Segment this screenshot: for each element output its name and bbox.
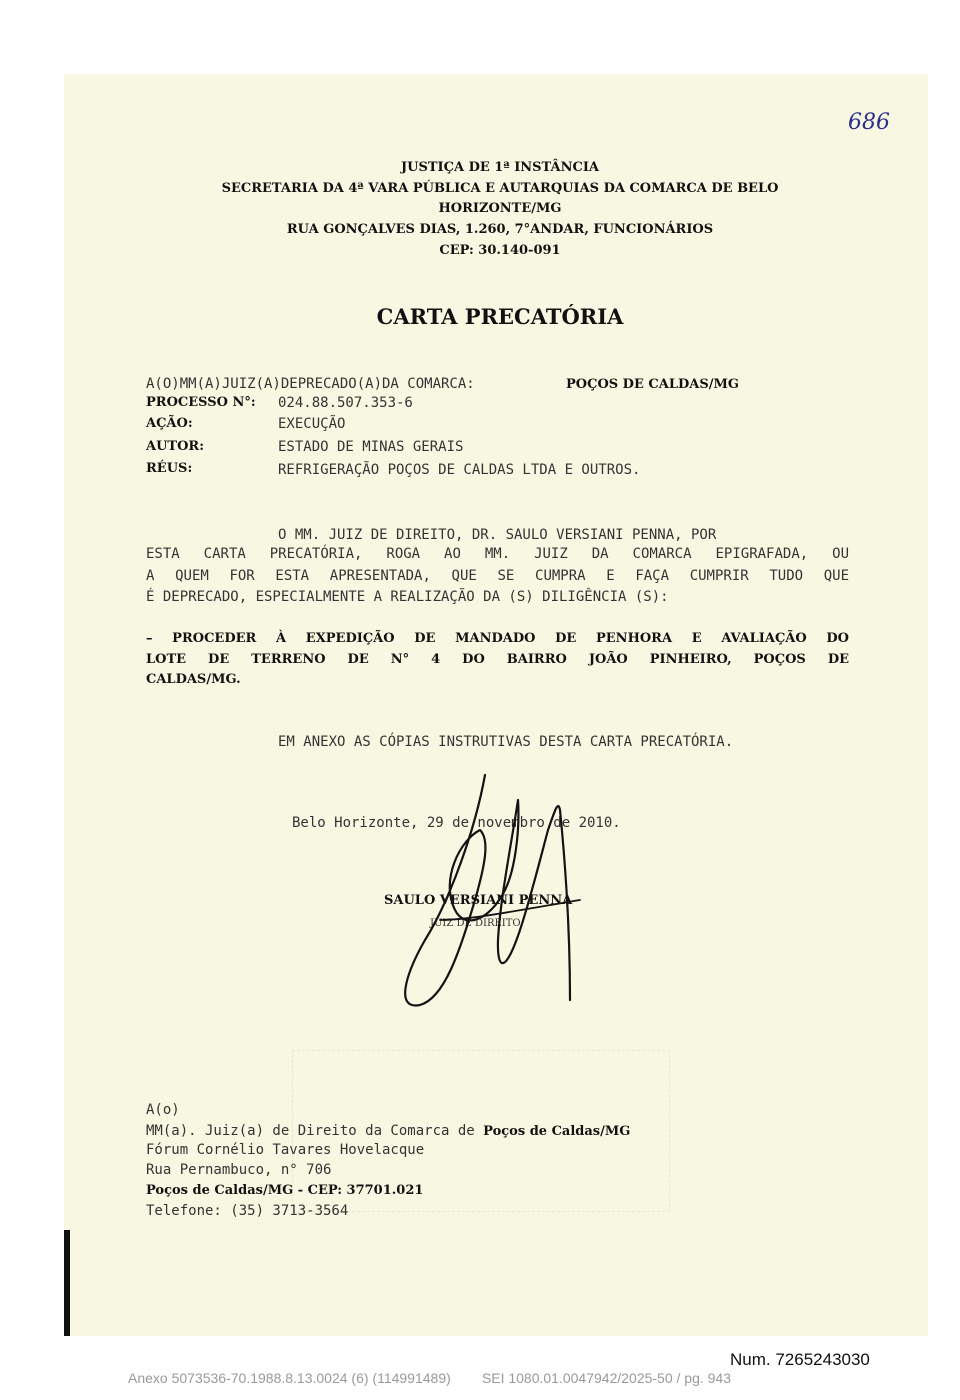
address-line-6: Telefone: (35) 3713-3564 <box>146 1203 349 1219</box>
address-line-2 <box>146 1123 630 1139</box>
annex-note: EM ANEXO AS CÓPIAS INSTRUTIVAS DESTA CARTA PRECATÓRIA. <box>278 734 734 750</box>
address-line-5: Poços de Caldas/MG - CEP: 37701.021 <box>146 1183 424 1198</box>
body-paragraph-line-3: A QUEM FOR ESTA APRESENTADA, QUE SE CUMPRA E FAÇA CUMPRIR TUDO QUE <box>146 568 849 584</box>
address-city: Poços de Caldas/MG <box>483 1124 631 1139</box>
address-line-3: Fórum Cornélio Tavares Hovelacque <box>146 1142 425 1158</box>
reus-value: REFRIGERAÇÃO POÇOS DE CALDAS LTDA E OUTROS. <box>278 462 641 478</box>
deprecado-value: POÇOS DE CALDAS/MG <box>566 377 739 392</box>
processo-label: PROCESSO N°: <box>146 395 256 410</box>
request-line-2: LOTE DE TERRENO DE N° 4 DO BAIRRO JOÃO PINHEIRO, POÇOS DE <box>146 652 849 667</box>
request-line-1: – PROCEDER À EXPEDIÇÃO DE MANDADO DE PENHORA E AVALIAÇÃO DO <box>146 631 849 646</box>
body-paragraph-line-4: É DEPRECADO, ESPECIALMENTE A REALIZAÇÃO DA (S) DILIGÊNCIA (S): <box>146 589 669 605</box>
attachment-reference: Anexo 5073536-70.1988.8.13.0024 (6) (114991489) SEI 1080.01.0047942/2025-50 / pg. 943 <box>128 1370 731 1386</box>
handwritten-signature <box>380 770 610 1020</box>
header-line-1: JUSTIÇA DE 1ª INSTÂNCIA <box>401 160 599 175</box>
body-paragraph-line-2: ESTA CARTA PRECATÓRIA, ROGA AO MM. JUIZ DA COMARCA EPIGRAFADA, OU <box>146 546 849 562</box>
scan-edge <box>64 1230 70 1336</box>
date-line: Belo Horizonte, 29 de novembro de 2010. <box>292 815 621 831</box>
processo-value: 024.88.507.353-6 <box>278 395 413 411</box>
signatory-name: SAULO VERSIANI PENNA <box>384 893 573 908</box>
acao-value: EXECUÇÃO <box>278 416 346 432</box>
document-title: CARTA PRECATÓRIA <box>376 304 624 329</box>
address-line-4: Rua Pernambuco, n° 706 <box>146 1162 332 1178</box>
address-recipient: MM(a). Juiz(a) de Direito da Comarca de <box>146 1123 475 1139</box>
deprecado-label: A(O)MM(A)JUIZ(A)DEPRECADO(A)DA COMARCA: <box>146 376 475 392</box>
handwritten-page-number: 686 <box>848 110 890 135</box>
document-number: Num. 7265243030 <box>730 1350 870 1369</box>
autor-value: ESTADO DE MINAS GERAIS <box>278 439 464 455</box>
header-line-3: HORIZONTE/MG <box>438 201 562 216</box>
body-paragraph-line-1: O MM. JUIZ DE DIREITO, DR. SAULO VERSIANI PENNA, POR <box>278 527 717 543</box>
address-line-1: A(o) <box>146 1102 180 1118</box>
acao-label: AÇÃO: <box>146 416 193 431</box>
reus-label: RÉUS: <box>146 461 193 476</box>
header-line-2: SECRETARIA DA 4ª VARA PÚBLICA E AUTARQUIAS DA COMARCA DE BELO <box>221 181 779 196</box>
header-line-4: RUA GONÇALVES DIAS, 1.260, 7°ANDAR, FUNCIONÁRIOS <box>286 222 714 237</box>
request-line-3: CALDAS/MG. <box>146 672 241 687</box>
signatory-role: JUIZ DE DIREITO <box>430 918 521 929</box>
autor-label: AUTOR: <box>146 439 205 454</box>
header-line-5: CEP: 30.140-091 <box>439 243 561 258</box>
